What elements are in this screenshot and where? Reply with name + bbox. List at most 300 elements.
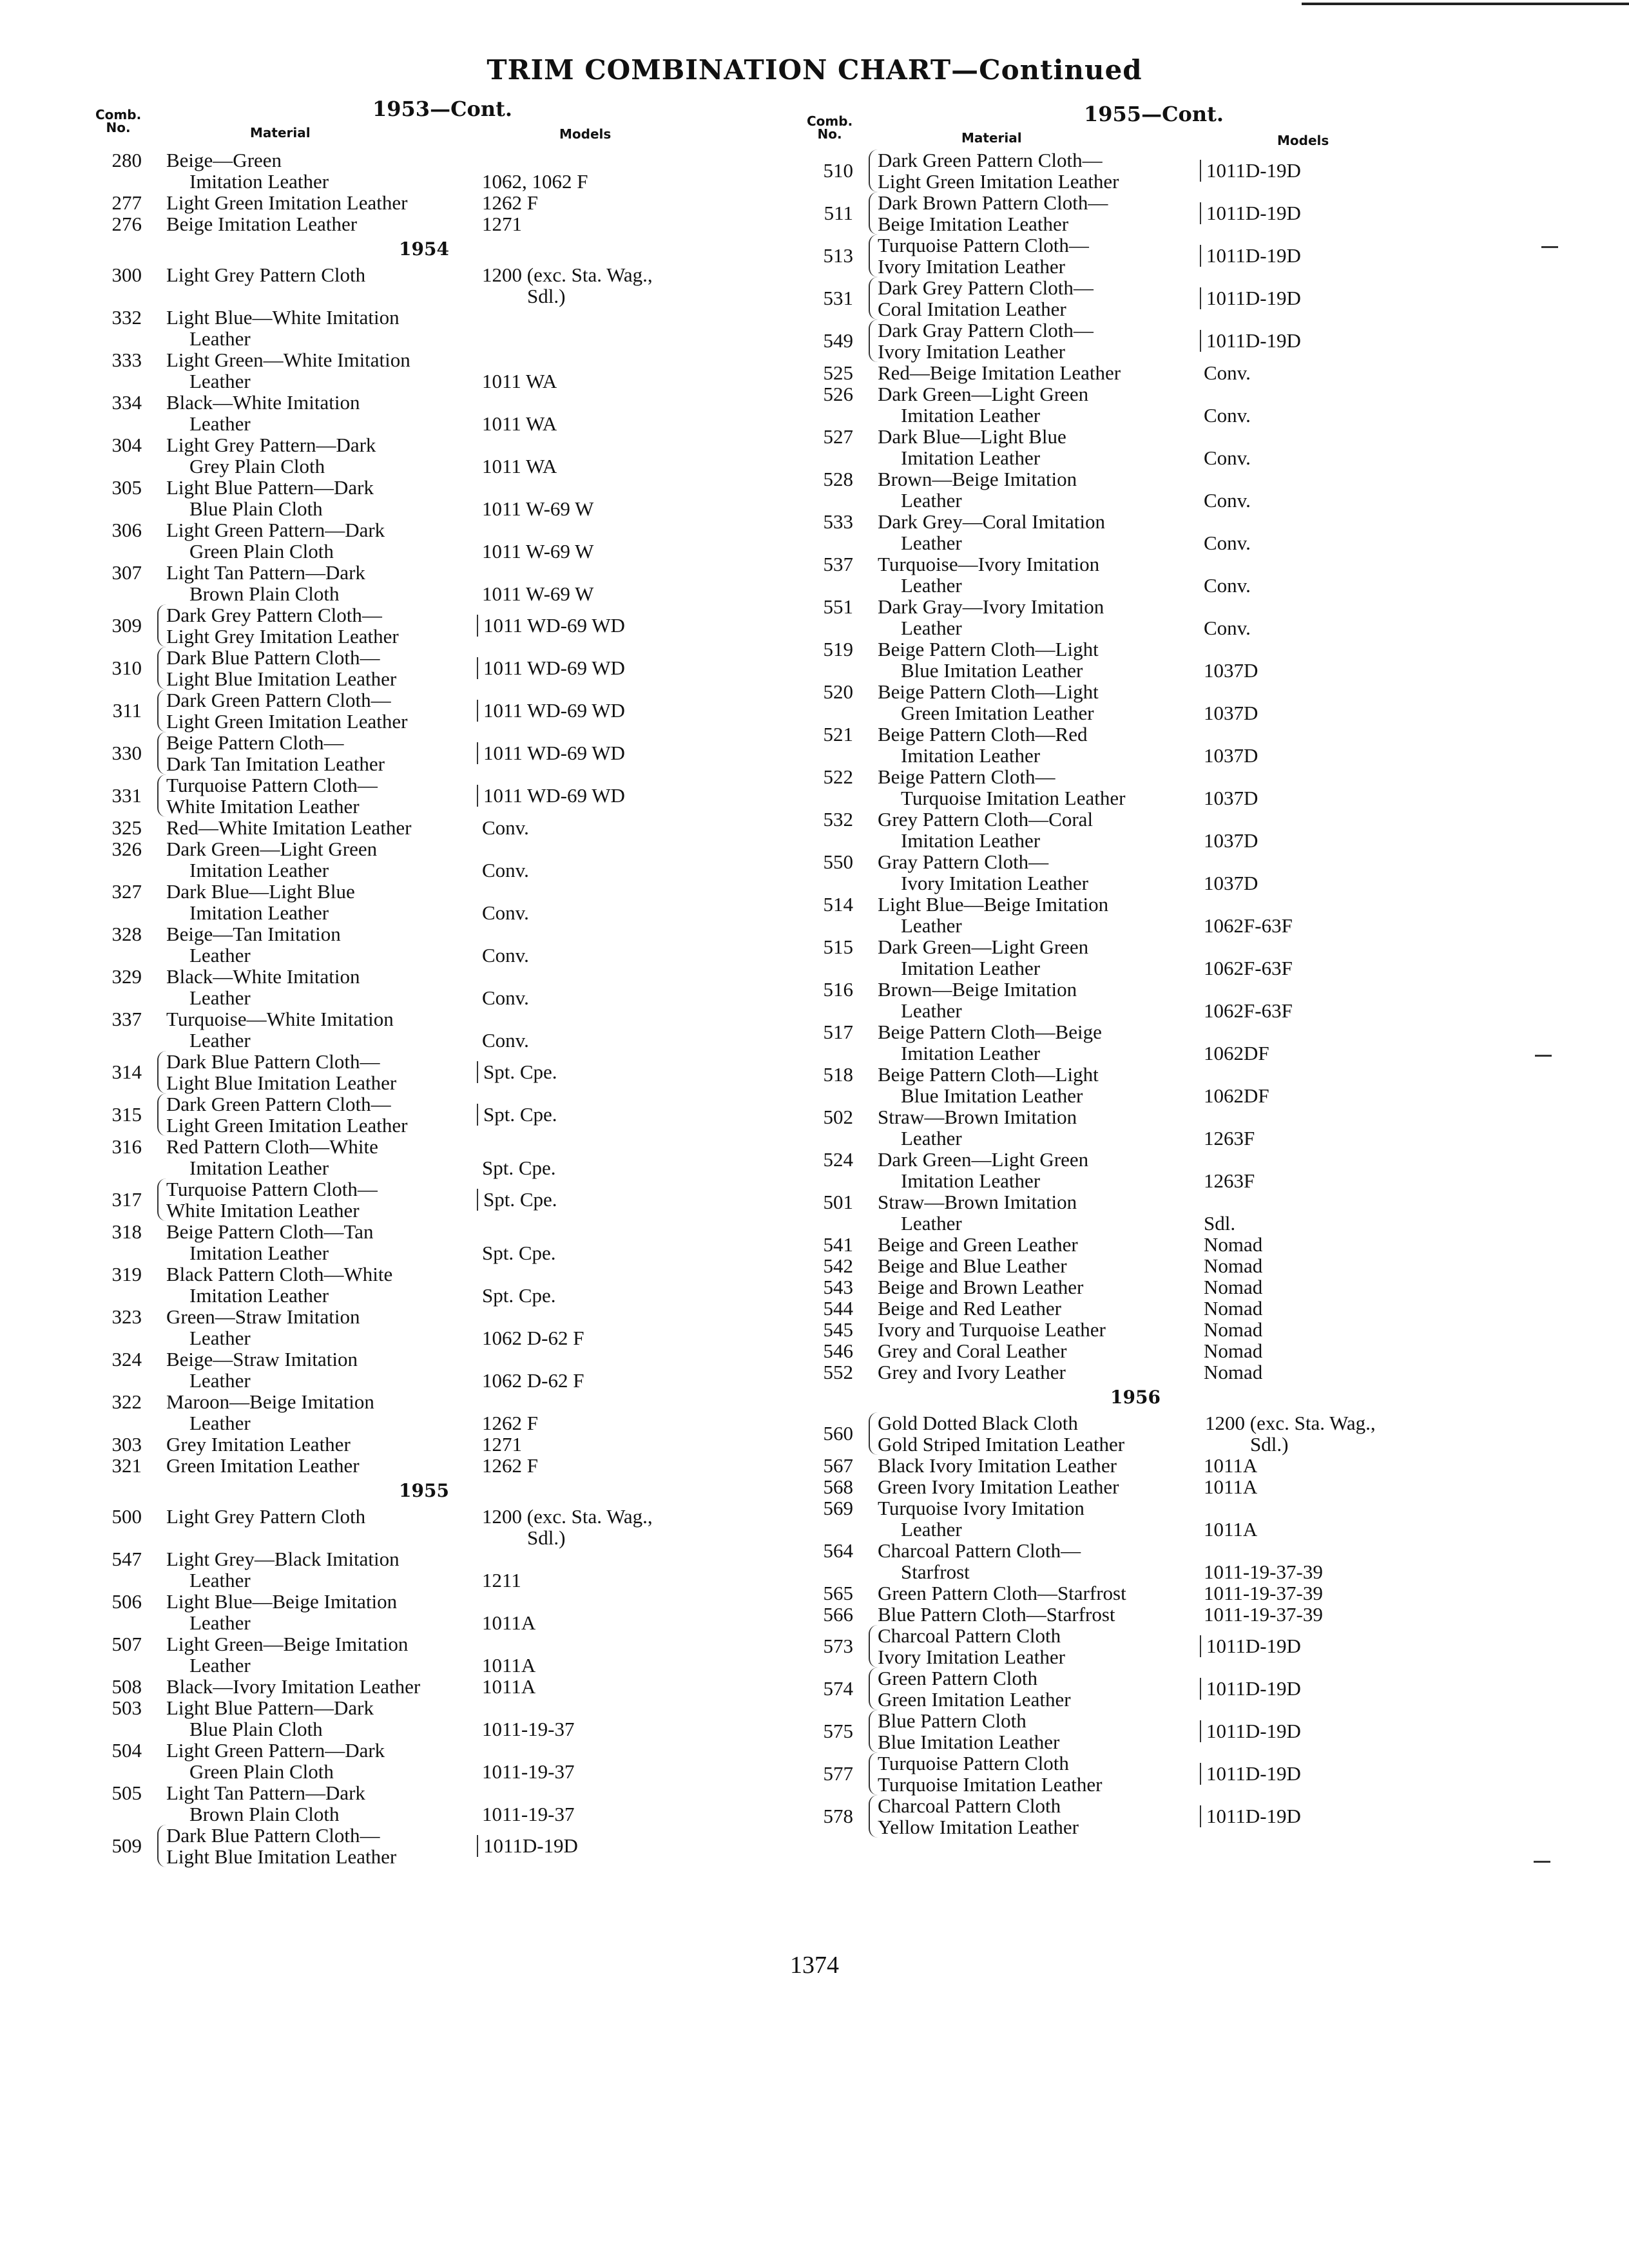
models-value — [482, 1157, 766, 1178]
comb-number: 525 — [823, 361, 853, 384]
material-description — [869, 1753, 1213, 1795]
models-line: 1271 — [482, 1433, 522, 1456]
material-line: Light Blue Pattern—Dark — [166, 476, 374, 499]
models-value — [1204, 1519, 1487, 1540]
comb-number: 532 — [823, 808, 853, 831]
year-section-heading: 1955 — [399, 1480, 449, 1501]
models-line: 1011 W-69 W — [482, 540, 594, 562]
models-line: 1211 — [482, 1569, 521, 1591]
trim-combination-row — [95, 647, 817, 689]
models-line: Sdl. — [1204, 1212, 1236, 1235]
comb-number: 569 — [823, 1497, 853, 1519]
comb-number: 527 — [823, 425, 853, 448]
material-description — [166, 349, 501, 392]
material-description — [878, 1149, 1213, 1191]
comb-number: 526 — [823, 383, 853, 405]
material-description — [878, 681, 1213, 724]
models-line: 1062 D-62 F — [482, 1369, 584, 1392]
material-line: Beige Pattern Cloth—Light — [878, 680, 1099, 703]
material-line: Dark Green Pattern Cloth— — [878, 149, 1103, 171]
models-value — [482, 1030, 766, 1051]
trim-combination-row — [807, 1298, 1528, 1319]
material-description — [166, 1349, 501, 1391]
material-line: Beige and Red Leather — [878, 1297, 1061, 1320]
models-value — [482, 1506, 766, 1548]
trim-combination-row — [95, 689, 817, 732]
models-line: 1011D-19D — [1206, 1805, 1301, 1827]
trim-combination-row — [807, 1412, 1528, 1455]
models-value — [1200, 330, 1490, 352]
trim-combination-row — [95, 213, 817, 235]
page-title: TRIM COMBINATION CHART—Continued — [487, 54, 1142, 86]
trim-combination-row — [95, 1136, 817, 1178]
models-value — [482, 456, 766, 477]
material-line: Turquoise Pattern Cloth— — [166, 774, 378, 796]
models-value — [1200, 1635, 1490, 1657]
models-value — [1200, 1720, 1490, 1742]
trim-combination-row — [95, 1782, 817, 1825]
models-line: 1263F — [1204, 1127, 1255, 1149]
material-description — [166, 1591, 501, 1633]
models-value — [477, 700, 767, 722]
models-value — [482, 1655, 766, 1676]
trim-combination-row — [807, 1753, 1528, 1795]
material-line: Light Grey Imitation Leather — [166, 625, 399, 648]
comb-number: 517 — [823, 1021, 853, 1043]
material-description — [878, 1476, 1213, 1497]
comb-number: 326 — [111, 838, 142, 860]
material-line: Turquoise Pattern Cloth— — [166, 1178, 378, 1200]
material-line: Light Green Imitation Leather — [166, 1114, 408, 1137]
comb-number: 504 — [111, 1739, 142, 1762]
material-line: Blue Imitation Leather — [901, 659, 1083, 682]
material-line: Brown—Beige Imitation — [878, 978, 1077, 1001]
material-description — [878, 1361, 1213, 1383]
comb-number: 500 — [111, 1505, 142, 1528]
models-value — [1204, 1128, 1487, 1149]
trim-combination-row — [95, 732, 817, 774]
material-line: Dark Blue—Light Blue — [878, 425, 1066, 448]
models-line: 1062 D-62 F — [482, 1327, 584, 1349]
material-line: Imitation Leather — [189, 859, 329, 881]
material-line: Leather — [901, 999, 962, 1022]
trim-combination-row — [807, 1319, 1528, 1340]
material-description — [869, 149, 1213, 192]
comb-number: 506 — [111, 1590, 142, 1613]
material-line: Imitation Leather — [901, 447, 1041, 469]
models-value — [482, 1434, 766, 1455]
material-line: Leather — [189, 1327, 251, 1349]
material-description — [878, 1582, 1213, 1604]
material-description — [166, 1697, 501, 1740]
comb-no-header: Comb. No. — [807, 113, 853, 142]
material-description — [878, 1298, 1213, 1319]
models-line: 1011D-19D — [1206, 244, 1301, 267]
material-line: Leather — [189, 1412, 251, 1434]
material-line: Leather — [901, 1212, 962, 1235]
material-description — [157, 1178, 501, 1221]
models-line: Conv. — [482, 944, 529, 966]
material-line: Dark Grey Pattern Cloth— — [166, 604, 382, 626]
models-line: Nomad — [1204, 1318, 1263, 1341]
material-line: Light Green Pattern—Dark — [166, 1739, 385, 1762]
trim-combination-row — [807, 1455, 1528, 1476]
models-value — [1200, 1678, 1490, 1700]
trim-combination-row — [95, 1434, 817, 1455]
material-description — [166, 1391, 501, 1434]
models-value — [482, 1718, 766, 1740]
comb-number: 305 — [111, 476, 142, 499]
models-line: 1200 (exc. Sta. Wag., — [1205, 1412, 1376, 1434]
material-line: Turquoise Pattern Cloth — [878, 1752, 1069, 1774]
models-value — [477, 742, 767, 764]
material-line: Ivory Imitation Leather — [878, 340, 1065, 363]
trim-combination-row — [95, 1221, 817, 1264]
models-value — [1204, 1455, 1487, 1476]
trim-combination-row — [95, 477, 817, 519]
material-line: Black Pattern Cloth—White — [166, 1263, 393, 1285]
material-line: Imitation Leather — [901, 829, 1041, 852]
models-value — [482, 583, 766, 604]
material-line: Turquoise—White Imitation — [166, 1008, 394, 1030]
trim-combination-row — [95, 923, 817, 966]
comb-number: 522 — [823, 765, 853, 788]
models-line: 1011 WD-69 WD — [483, 784, 625, 807]
models-line: 1011-19-37 — [482, 1718, 575, 1740]
models-line: 1011-19-37-39 — [1204, 1603, 1323, 1626]
models-line: 1011A — [1204, 1475, 1258, 1498]
trim-combination-row — [807, 362, 1528, 383]
material-description — [878, 1064, 1213, 1106]
models-line: 1037D — [1204, 659, 1258, 682]
material-description — [878, 553, 1213, 596]
models-line: 1011-19-37-39 — [1204, 1561, 1323, 1583]
models-line: 1011A — [482, 1654, 536, 1677]
models-line: 1062F-63F — [1204, 914, 1293, 937]
trim-combination-row — [807, 1667, 1528, 1710]
models-line: Spt. Cpe. — [482, 1242, 556, 1264]
comb-number: 321 — [111, 1454, 142, 1477]
material-line: Light Blue—Beige Imitation — [166, 1590, 398, 1613]
material-line: Light Blue Pattern—Dark — [166, 1696, 374, 1719]
models-line: Spt. Cpe. — [482, 1284, 556, 1307]
models-line: Nomad — [1204, 1361, 1263, 1383]
material-description — [878, 1604, 1213, 1625]
material-line: White Imitation Leather — [166, 795, 360, 818]
material-line: Light Blue Imitation Leather — [166, 668, 397, 690]
models-value — [1204, 405, 1487, 426]
models-line: Conv. — [482, 816, 529, 839]
material-line: Grey Pattern Cloth—Coral — [878, 808, 1094, 831]
trim-combination-row — [95, 966, 817, 1008]
comb-number: 528 — [823, 468, 853, 490]
material-description — [878, 1540, 1213, 1582]
material-description — [166, 1221, 501, 1264]
models-line: 1262 F — [482, 191, 538, 214]
models-line: 1011 W-69 W — [482, 497, 594, 520]
comb-number: 565 — [823, 1582, 853, 1604]
material-line: Light Tan Pattern—Dark — [166, 561, 365, 584]
comb-number: 531 — [823, 287, 853, 309]
material-line: Ivory Imitation Leather — [878, 1646, 1065, 1668]
material-description — [166, 1264, 501, 1306]
material-description — [878, 1276, 1213, 1298]
models-line: 1263F — [1204, 1169, 1255, 1192]
material-line: Black—White Imitation — [166, 965, 360, 988]
material-line: Light Tan Pattern—Dark — [166, 1782, 365, 1804]
models-line: 1062DF — [1204, 1084, 1269, 1107]
material-line: Leather — [901, 617, 962, 639]
models-line: Nomad — [1204, 1233, 1263, 1256]
material-line: Green Imitation Leather — [901, 702, 1094, 724]
trim-combination-row — [95, 774, 817, 817]
material-line: Dark Gray Pattern Cloth— — [878, 319, 1094, 341]
trim-combination-row — [807, 639, 1528, 681]
margin-dash-mark — [1535, 1055, 1552, 1057]
material-line: Imitation Leather — [189, 1242, 329, 1264]
trim-combination-row — [95, 1825, 817, 1867]
comb-number: 547 — [111, 1548, 142, 1570]
material-line: Beige and Green Leather — [878, 1233, 1078, 1256]
models-line: 1011D-19D — [1206, 329, 1301, 352]
material-line: Turquoise—Ivory Imitation — [878, 553, 1100, 575]
material-line: Leather — [901, 1127, 962, 1149]
year-section-heading: 1954 — [399, 238, 449, 260]
trim-combination-row — [807, 149, 1528, 192]
left-column — [95, 97, 817, 1867]
models-value — [482, 264, 766, 307]
models-line: Conv. — [482, 859, 529, 881]
comb-number: 315 — [111, 1103, 142, 1126]
material-description — [878, 1234, 1213, 1255]
comb-number: 309 — [111, 614, 142, 637]
models-line: 1271 — [482, 213, 522, 235]
models-line: Conv. — [1204, 361, 1251, 384]
trim-combination-row — [95, 1740, 817, 1782]
trim-combination-row — [95, 1506, 817, 1548]
models-header: Models — [559, 126, 612, 142]
models-line: 1011A — [1204, 1518, 1258, 1541]
material-description — [878, 1319, 1213, 1340]
material-line: Brown Plain Cloth — [189, 1803, 340, 1825]
material-description — [166, 392, 501, 434]
models-value — [1204, 1604, 1487, 1625]
material-line: Green Pattern Cloth—Starfrost — [878, 1582, 1126, 1604]
comb-number: 524 — [823, 1148, 853, 1171]
material-line: Grey Plain Cloth — [189, 455, 325, 477]
trim-combination-row — [95, 307, 817, 349]
comb-number: 545 — [823, 1318, 853, 1341]
material-line: Light Blue Imitation Leather — [166, 1845, 397, 1868]
material-line: Green Imitation Leather — [878, 1688, 1071, 1711]
models-value — [1204, 830, 1487, 851]
comb-number: 575 — [823, 1720, 853, 1742]
models-value — [1204, 915, 1487, 936]
models-line: 1011 WD-69 WD — [483, 742, 625, 764]
models-line: 1011D-19D — [1206, 1635, 1301, 1657]
material-line: Blue Plain Cloth — [189, 497, 323, 520]
trim-combination-row — [807, 1255, 1528, 1276]
trim-combination-row — [807, 724, 1528, 766]
material-description — [878, 894, 1213, 936]
material-line: Leather — [189, 1569, 251, 1591]
trim-combination-row — [95, 604, 817, 647]
material-line: Beige Pattern Cloth—Beige — [878, 1021, 1102, 1043]
comb-number: 508 — [111, 1675, 142, 1698]
comb-number: 317 — [111, 1188, 142, 1211]
trim-combination-row — [807, 553, 1528, 596]
models-value — [1204, 1476, 1487, 1497]
comb-number: 574 — [823, 1677, 853, 1700]
comb-number: 577 — [823, 1762, 853, 1785]
comb-number: 316 — [111, 1135, 142, 1158]
material-line: Green Imitation Leather — [166, 1454, 360, 1477]
models-value — [1204, 1170, 1487, 1191]
material-description — [869, 1412, 1213, 1455]
comb-number: 568 — [823, 1475, 853, 1498]
trim-combination-row — [807, 596, 1528, 639]
trim-combination-row — [807, 235, 1528, 277]
models-value — [1200, 1763, 1490, 1785]
models-value — [1204, 575, 1487, 596]
material-description — [166, 1548, 501, 1591]
trim-combination-row — [807, 894, 1528, 936]
models-line: Nomad — [1204, 1297, 1263, 1320]
material-description — [878, 1455, 1213, 1476]
material-description — [157, 1093, 501, 1136]
models-value — [1204, 787, 1487, 809]
material-line: Light Blue Imitation Leather — [166, 1072, 397, 1094]
trim-combination-row — [807, 936, 1528, 979]
models-value — [477, 657, 767, 679]
material-line: Beige Pattern Cloth—Tan — [166, 1220, 374, 1243]
models-value — [477, 785, 767, 807]
material-description — [166, 1306, 501, 1349]
material-line: Brown—Beige Imitation — [878, 468, 1077, 490]
material-line: Light Grey—Black Imitation — [166, 1548, 400, 1570]
models-line: 1011A — [482, 1675, 536, 1698]
models-value — [1204, 660, 1487, 681]
material-line: Dark Green—Light Green — [878, 383, 1089, 405]
models-value — [482, 192, 766, 213]
material-line: Black Ivory Imitation Leather — [878, 1454, 1117, 1477]
comb-number: 543 — [823, 1276, 853, 1298]
trim-combination-row — [807, 1476, 1528, 1497]
models-line: 1011 W-69 W — [482, 582, 594, 605]
trim-combination-row — [95, 1697, 817, 1740]
trim-combination-row — [807, 1064, 1528, 1106]
material-line: Light Green—White Imitation — [166, 349, 410, 371]
models-value — [1204, 1043, 1487, 1064]
trim-combination-row — [95, 349, 817, 392]
material-description — [878, 383, 1213, 426]
material-description — [166, 966, 501, 1008]
comb-number: 509 — [111, 1834, 142, 1857]
models-line: 1062F-63F — [1204, 999, 1293, 1022]
comb-number: 521 — [823, 723, 853, 745]
models-line: 1062F-63F — [1204, 957, 1293, 979]
material-line: Dark Gray—Ivory Imitation — [878, 595, 1104, 618]
material-line: Beige and Brown Leather — [878, 1276, 1084, 1298]
material-line: Charcoal Pattern Cloth — [878, 1794, 1061, 1817]
material-line: Beige—Green — [166, 149, 282, 171]
material-line: Dark Blue Pattern Cloth— — [166, 646, 380, 669]
material-description — [166, 192, 501, 213]
material-description — [878, 596, 1213, 639]
material-description — [878, 1106, 1213, 1149]
models-line: Conv. — [1204, 489, 1251, 512]
models-line: 1011D-19D — [1206, 1720, 1301, 1742]
material-description — [166, 838, 501, 881]
material-description — [878, 1021, 1213, 1064]
models-value — [1204, 1582, 1487, 1604]
models-value — [1204, 1213, 1487, 1234]
trim-combination-row — [807, 1540, 1528, 1582]
material-line: Leather — [189, 1369, 251, 1392]
trim-combination-row — [95, 149, 817, 192]
material-line: Grey and Ivory Leather — [878, 1361, 1066, 1383]
material-line: Light Green Pattern—Dark — [166, 519, 385, 541]
material-line: Leather — [189, 327, 251, 350]
trim-combination-row — [807, 979, 1528, 1021]
models-value — [1204, 1085, 1487, 1106]
comb-number: 300 — [111, 264, 142, 286]
models-value — [482, 817, 766, 838]
comb-number: 511 — [824, 202, 853, 224]
models-value — [1204, 957, 1487, 979]
material-description — [878, 426, 1213, 468]
models-line: 1011D-19D — [483, 1834, 578, 1857]
models-line: 1062, 1062 F — [482, 170, 588, 193]
trim-combination-row — [807, 277, 1528, 320]
models-value — [482, 213, 766, 235]
comb-number: 307 — [111, 561, 142, 584]
models-line: 1011 WD-69 WD — [483, 614, 625, 637]
material-description — [166, 817, 501, 838]
material-line: Black—Ivory Imitation Leather — [166, 1675, 421, 1698]
material-line: Dark Blue—Light Blue — [166, 880, 355, 903]
models-header: Models — [1277, 133, 1329, 148]
comb-number: 276 — [111, 213, 142, 235]
comb-number: 518 — [823, 1063, 853, 1086]
material-description — [157, 1825, 501, 1867]
material-line: Charcoal Pattern Cloth— — [878, 1539, 1081, 1562]
models-value — [482, 1570, 766, 1591]
column-year-heading: 1955—Cont. — [1084, 102, 1224, 126]
comb-number: 567 — [823, 1454, 853, 1477]
models-line: 1200 (exc. Sta. Wag., — [482, 1505, 653, 1528]
models-value — [1200, 160, 1490, 182]
models-line: 1011 WA — [482, 370, 557, 392]
material-line: Beige Imitation Leather — [166, 213, 358, 235]
material-line: Green Plain Cloth — [189, 540, 334, 562]
trim-combination-row — [807, 851, 1528, 894]
comb-number: 520 — [823, 680, 853, 703]
trim-combination-row — [807, 1361, 1528, 1383]
comb-number: 319 — [111, 1263, 142, 1285]
trim-combination-row — [807, 468, 1528, 511]
material-line: Ivory Imitation Leather — [878, 255, 1065, 278]
comb-number: 564 — [823, 1539, 853, 1562]
material-line: Ivory Imitation Leather — [901, 872, 1088, 894]
material-description — [166, 213, 501, 235]
trim-combination-row — [95, 1008, 817, 1051]
comb-number: 311 — [112, 699, 142, 722]
models-value — [482, 370, 766, 392]
material-line: Imitation Leather — [901, 744, 1041, 767]
models-value — [1204, 617, 1487, 639]
material-description — [869, 192, 1213, 235]
